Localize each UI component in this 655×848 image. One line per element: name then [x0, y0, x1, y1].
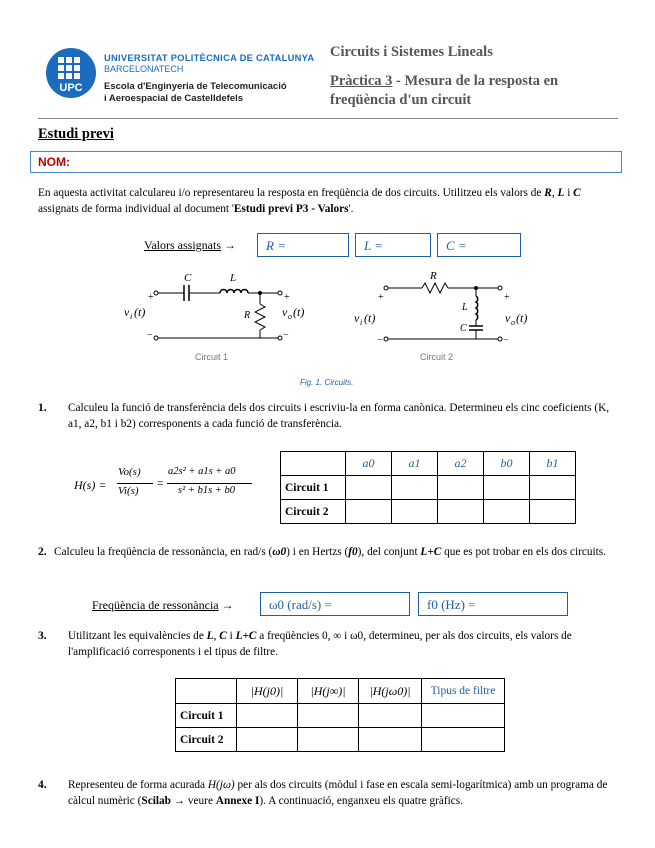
c2-term-out-bot	[498, 337, 502, 341]
q3-sep2: i	[226, 630, 236, 642]
resonance-arrow: →	[221, 598, 234, 612]
circuit-1-caption: Circuit 1	[195, 352, 229, 362]
q4-number: 4.	[38, 779, 47, 791]
q3-cell[interactable]	[422, 728, 505, 752]
practica-label: Pràctica 3	[330, 73, 393, 89]
q3-corner	[176, 679, 237, 704]
c2-vout: v	[505, 311, 511, 325]
q1-corner	[281, 452, 346, 476]
q2-text1: Calculeu la freqüència de ressonància, en rad/s (	[54, 546, 273, 558]
q1-col-b0: b0	[484, 452, 530, 476]
q3-table	[175, 678, 505, 752]
formula-num: a2s² + a1s + a0	[168, 466, 236, 477]
intro-L: L	[557, 187, 565, 199]
c1-plus-out: +	[284, 292, 290, 303]
c2-vin: v	[354, 311, 360, 325]
q1-text: Calculeu la funció de transferència dels dos circuits i escriviu-la en forma canònica. Determineu els cinc coeficients (K, a1, a2, b1 i b2) corresponents a cada funció de transferència.	[68, 402, 610, 430]
q3-row-circuit2: Circuit 2	[176, 728, 237, 752]
q3-number: 3.	[38, 630, 47, 642]
q3-cell[interactable]	[237, 728, 298, 752]
q2-text	[54, 545, 620, 561]
school-line1: Escola d'Enginyeria de Telecomunicació	[104, 81, 287, 92]
section-title: Estudi previ	[38, 126, 114, 142]
formula-vo: Vo(s)	[118, 466, 141, 478]
q3-cell[interactable]	[422, 704, 505, 728]
c1-lbl-l: L	[230, 272, 237, 284]
formula-eq: =	[156, 476, 165, 490]
resonance-label-text: Freqüència de ressonància	[92, 598, 219, 612]
intro-C: C	[573, 187, 581, 199]
assigned-values-label	[144, 238, 236, 253]
q2-f0: f0	[348, 546, 358, 558]
intro-R: R	[544, 187, 552, 199]
barcelonatech: BARCELONATECH	[104, 64, 184, 74]
c2-plus-out: +	[504, 292, 510, 303]
q4-text	[68, 778, 620, 809]
c2-plus-in: +	[378, 292, 384, 303]
c2-term-out-top	[498, 286, 502, 290]
logo-text: UPC	[59, 82, 83, 94]
c1-vin: v	[124, 305, 130, 319]
nom-label: NOM:	[38, 155, 70, 169]
q4-text2: per als dos circuits (mòdul i fase en escala semi-logarítmica) amb un programa de càlcul numèric (	[68, 779, 608, 807]
c-value-box[interactable]: C =	[437, 233, 521, 257]
c2-node	[475, 287, 478, 290]
q4-hjw: H(jω)	[207, 779, 235, 791]
q3-cell[interactable]	[298, 728, 359, 752]
q1-cell[interactable]	[346, 500, 392, 524]
intro-doc: Estudi previ P3 - Valors	[233, 202, 349, 215]
c2-minus-in: −	[377, 335, 383, 346]
c1-plus-in: +	[148, 292, 154, 303]
formula-den: s² + b1s + b0	[178, 485, 235, 496]
c2-minus-out: −	[503, 335, 509, 346]
q1-cell[interactable]	[392, 500, 438, 524]
q3-col-hinf: |H(j∞)|	[298, 679, 359, 704]
q1-col-b1: b1	[530, 452, 576, 476]
course-title: Circuits i Sistemes Lineals	[330, 44, 493, 60]
practica-title-2: freqüència d'un circuit	[330, 92, 472, 108]
q1-col-a0: a0	[346, 452, 392, 476]
intro-paragraph	[38, 186, 618, 217]
c1-term-out-bot	[278, 336, 282, 340]
c1-vin-sub: i	[130, 312, 133, 321]
q4-text1: Representeu de forma acurada	[68, 779, 208, 791]
practica-title-1: - Mesura de la resposta en	[392, 73, 559, 89]
c1-vout-t: (t)	[293, 305, 305, 319]
circuit-2-terminals	[384, 286, 502, 341]
c1-minus-out: −	[283, 330, 289, 341]
q3-col-hw0: |H(jω0)|	[359, 679, 422, 704]
formula-frac1-line	[117, 483, 153, 484]
q1-col-a2: a2	[438, 452, 484, 476]
q3-text2: a freqüències 0, ∞ i ω0, determineu, per als dos circuits, els valors de l'amplificació corresponents i el tipus de filtre.	[68, 630, 572, 658]
q1-cell[interactable]	[392, 476, 438, 500]
q4-annex: Annexe I	[215, 794, 260, 807]
c1-term-in-top	[154, 291, 158, 295]
q1-cell[interactable]	[346, 476, 392, 500]
c1-vout: v	[282, 305, 288, 319]
c1-node	[259, 292, 262, 295]
header-divider	[38, 118, 618, 119]
c2-lbl-c: C	[460, 323, 467, 334]
q2-text2: ) i en Hertzs (	[286, 546, 349, 558]
practica-title	[330, 72, 558, 110]
q1-cell[interactable]	[438, 500, 484, 524]
c1-vin-t: (t)	[134, 305, 146, 319]
q2-number: 2.	[38, 546, 47, 558]
formula-lhs: H(s) =	[74, 478, 107, 492]
intro-text1: En aquesta activitat calculareu i/o representareu la resposta en freqüència de dos circuits. Utilitzeu els valors de	[38, 187, 545, 199]
formula-vi: Vi(s)	[118, 485, 139, 497]
q4-text3: veure	[185, 794, 216, 807]
q3-LC: L+C	[235, 630, 257, 642]
q1-number: 1.	[38, 402, 47, 414]
c1-term-out-top	[278, 291, 282, 295]
q3-L: L	[206, 630, 214, 642]
circuit-2	[386, 283, 500, 339]
q3-col-h0: |H(j0)|	[237, 679, 298, 704]
q1-row-circuit1: Circuit 1	[281, 476, 346, 500]
q2-text3: ), del conjunt	[357, 546, 421, 558]
q1-cell[interactable]	[530, 476, 576, 500]
university-name: UNIVERSITAT POLITÈCNICA DE CATALUNYA	[104, 53, 315, 63]
q1-row-circuit2: Circuit 2	[281, 500, 346, 524]
q1-coeff-table	[280, 451, 576, 524]
school-line2: i Aeroespacial de Castelldefels	[104, 93, 244, 104]
circuits-diagram	[110, 266, 550, 366]
q3-sep1: ,	[213, 630, 220, 642]
q2-w0: ω0	[272, 546, 287, 558]
q3-C: C	[219, 630, 227, 642]
l-value-box[interactable]: L =	[355, 233, 431, 257]
nom-field[interactable]	[30, 151, 622, 173]
intro-text2: assignats de forma individual al document '	[38, 202, 234, 215]
q1-formula	[74, 456, 274, 512]
q3-row-circuit1: Circuit 1	[176, 704, 237, 728]
q4-text4: ). A continuació, enganxeu els quatre gràfics.	[259, 794, 464, 807]
q3-cell[interactable]	[359, 704, 422, 728]
c1-minus-in: −	[147, 330, 153, 341]
r-value-box[interactable]: R =	[257, 233, 349, 257]
c2-lbl-l: L	[462, 302, 468, 313]
f0-box[interactable]: f0 (Hz) =	[418, 592, 568, 616]
c2-vout-sub: o	[511, 318, 515, 327]
c1-lbl-c: C	[184, 272, 192, 284]
intro-text3: '.	[348, 202, 354, 215]
assigned-arrow: →	[224, 238, 236, 252]
q3-cell[interactable]	[298, 704, 359, 728]
q3-col-filter: Tipus de filtre	[422, 679, 505, 704]
intro-sep2: i	[564, 187, 574, 199]
assigned-label: Valors assignats	[144, 238, 221, 252]
q4-scilab: Scilab →	[141, 794, 186, 807]
c2-vin-t: (t)	[364, 311, 376, 325]
omega0-box[interactable]: ω0 (rad/s) =	[260, 592, 410, 616]
formula-frac2-line	[167, 483, 252, 484]
q3-text1: Utilitzant les equivalències de	[68, 630, 207, 642]
q3-text	[68, 629, 620, 660]
c1-lbl-r: R	[244, 310, 251, 321]
q1-cell[interactable]	[530, 500, 576, 524]
q1-col-a1: a1	[392, 452, 438, 476]
q1-cell[interactable]	[484, 476, 530, 500]
circuit-2-caption: Circuit 2	[420, 352, 454, 362]
q3-cell[interactable]	[237, 704, 298, 728]
c1-term-in-bot	[154, 336, 158, 340]
q2-text4: que es pot trobar en els dos circuits.	[441, 546, 607, 558]
figure-caption: Fig. 1. Circuits.	[300, 378, 354, 387]
c2-term-in-bot	[384, 337, 388, 341]
q3-cell[interactable]	[359, 728, 422, 752]
q2-lc: L+C	[420, 546, 442, 558]
q1-cell[interactable]	[484, 500, 530, 524]
c2-lbl-r: R	[430, 270, 437, 282]
c1-vout-sub: o	[288, 312, 292, 321]
upc-logo	[46, 48, 96, 98]
c2-vin-sub: i	[360, 318, 363, 327]
c2-term-in-top	[384, 286, 388, 290]
c2-vout-t: (t)	[516, 311, 528, 325]
intro-sep1: ,	[551, 187, 558, 199]
resonance-label	[92, 598, 234, 613]
q1-cell[interactable]	[438, 476, 484, 500]
